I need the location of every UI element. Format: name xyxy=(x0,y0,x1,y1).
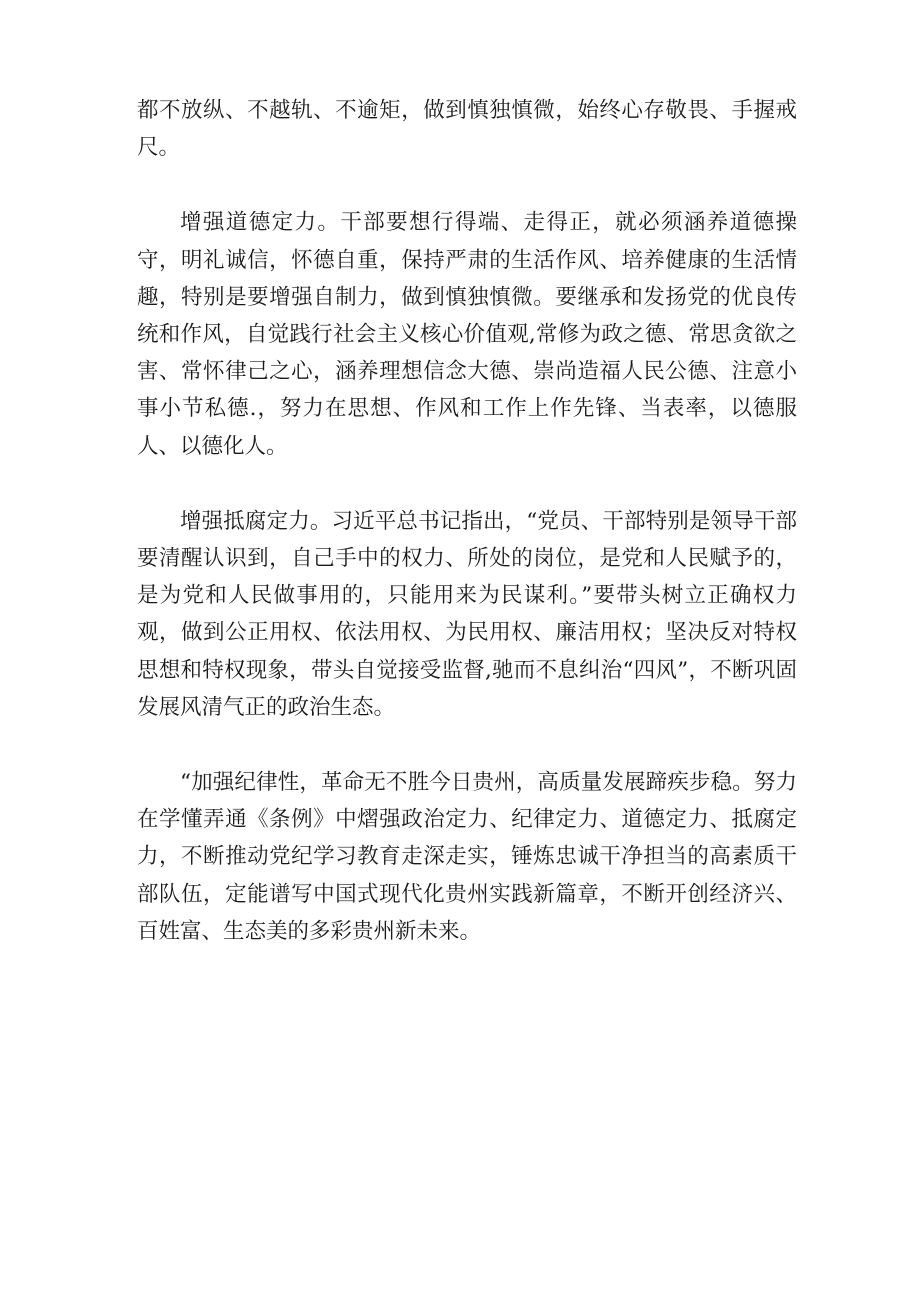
paragraph-continuation: 都不放纵、不越轨、不逾矩，做到慎独慎微，始终心存敬畏、手握戒尺。 xyxy=(137,98,797,161)
paragraph-anti-corruption: 增强抵腐定力。习近平总书记指出，“党员、干部特别是领导干部要清醒认识到，自己手中的权力、所处的岗位，是党和人民赋予的，是为党和人民做事用的，只能用来为民谋利。”要带头树立正确权力观，做到公正用权、依法用权、为民用权、廉洁用权；坚决反对特权思想和特权现象，带头自觉接受监督,驰而不息纠治“四风”，不断巩固发展风清气正的政治生态。 xyxy=(137,508,797,720)
paragraph-conclusion: “加强纪律性，革命无不胜今日贵州，高质量发展蹄疾步稳。努力在学懂弄通《条例》中熠强政治定力、纪律定力、道德定力、抵腐定力，不断推动党纪学习教育走深走实，锤炼忠诚干净担当的高素质干部队伍，定能谱写中国式现代化贵州实践新篇章，不断开创经济兴、百姓富、生态美的多彩贵州新未来。 xyxy=(137,770,797,944)
document-body xyxy=(137,92,797,988)
paragraph-moral-strength: 增强道德定力。干部要想行得端、走得正，就必须涵养道德操守，明礼诚信，怀德自重，保持严肃的生活作风、培养健康的生活情趣，特别是要增强自制力，做到慎独慎微。要继承和发扬党的优良传统和作风，自觉践行社会主义核心价值观,常修为政之德、常思贪欲之害、常怀律己之心，涵养理想信念大德、崇尚造福人民公德、注意小事小节私德.，努力在思想、作风和工作上作先锋、当表率，以德服人、以德化人。 xyxy=(137,210,797,459)
